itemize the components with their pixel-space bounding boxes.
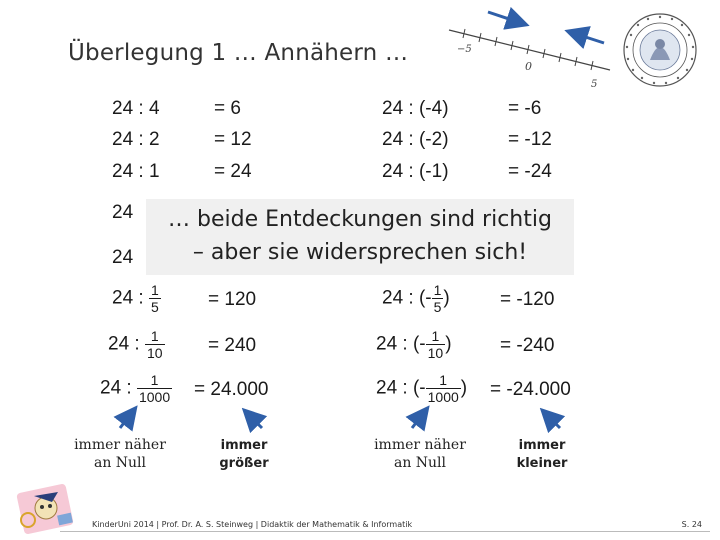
right-eq-1-lhs: 24 : (-4) (382, 98, 449, 119)
right-eq-6-rhs: = -24.000 (490, 379, 571, 400)
right-eq-3-lhs: 24 : (-1) (382, 161, 449, 182)
numberline-label-0: 0 (525, 60, 532, 73)
left-eq-1-rhs: = 6 (214, 98, 241, 119)
right-eq-2-rhs: = -12 (508, 129, 552, 150)
arrow-caption4-icon (544, 412, 560, 428)
right-eq-6-lhs: 24 : (- (376, 377, 426, 399)
slide-title: Überlegung 1 … Annähern … (68, 40, 409, 66)
right-eq-6-close: ) (460, 377, 468, 399)
kinderuni-mascot-logo (14, 480, 84, 538)
right-eq-4-den: 5 (433, 299, 442, 315)
right-eq-6-den: 1000 (427, 389, 459, 405)
caption-closer-to-zero-left: immer näher an Null (74, 437, 166, 471)
arrow-top-left-icon (570, 32, 604, 43)
left-eq-1-lhs: 24 : 4 (112, 98, 160, 119)
right-eq-4-close: ) (443, 287, 450, 309)
right-eq-2-lhs: 24 : (-2) (382, 129, 449, 150)
left-eq-4-num: 1 (150, 282, 159, 298)
right-eq-6-num: 1 (426, 372, 461, 389)
left-eq-6-num: 1 (137, 372, 172, 389)
hidden-row-fragment-2: 24 (112, 247, 134, 268)
right-eq-5-lhs: 24 : (- (376, 333, 426, 355)
caption-bigger: immer größer (219, 438, 269, 471)
left-eq-5-den: 10 (146, 345, 163, 361)
left-eq-5-num: 1 (145, 328, 165, 345)
left-eq-4-den: 5 (150, 299, 159, 315)
right-eq-4-rhs: = -120 (500, 289, 555, 310)
left-eq-3-rhs: = 24 (214, 161, 252, 182)
arrow-caption3-icon (412, 410, 426, 428)
left-eq-6-den: 1000 (138, 389, 171, 405)
overlay-line-1: … beide Entdeckungen sind richtig (168, 207, 552, 232)
caption-smaller: immer kleiner (516, 438, 568, 471)
hidden-row-fragment-1: 24 (112, 202, 134, 223)
right-eq-5-num: 1 (426, 328, 446, 345)
right-eq-5-den: 10 (427, 345, 444, 361)
right-eq-4-lhs: 24 : (- (382, 287, 432, 309)
right-eq-5-rhs: = -240 (500, 335, 555, 356)
right-eq-1-rhs: = -6 (508, 98, 542, 119)
left-eq-4-rhs: = 120 (208, 289, 257, 310)
left-eq-6-rhs: = 24.000 (194, 379, 269, 400)
left-eq-2-lhs: 24 : 2 (112, 129, 160, 150)
footer-divider (60, 531, 710, 532)
right-eq-3-rhs: = -24 (508, 161, 552, 182)
footer-text: KinderUni 2014 | Prof. Dr. A. S. Steinweg | Didaktik der Mathematik & Informatik (92, 520, 413, 529)
right-eq-5-close: ) (445, 333, 452, 355)
page-number: S. 24 (681, 520, 702, 529)
left-eq-2-rhs: = 12 (214, 129, 252, 150)
left-eq-6-lhs: 24 : (100, 377, 132, 399)
left-eq-5-lhs: 24 : (108, 333, 140, 355)
arrow-top-right-icon (488, 12, 524, 24)
overlay-line-2: – aber sie widersprechen sich! (192, 240, 528, 265)
left-eq-4-lhs: 24 : (112, 287, 144, 309)
left-eq-3-lhs: 24 : 1 (112, 161, 160, 182)
caption-closer-to-zero-right: immer näher an Null (374, 437, 466, 471)
arrow-caption1-icon (120, 410, 134, 428)
arrow-caption2-icon (246, 412, 262, 428)
right-eq-4-num: 1 (433, 282, 442, 298)
numberline-label-5: 5 (591, 79, 598, 90)
left-eq-5-rhs: = 240 (208, 335, 257, 356)
numberline-label-neg5: −5 (457, 44, 472, 55)
